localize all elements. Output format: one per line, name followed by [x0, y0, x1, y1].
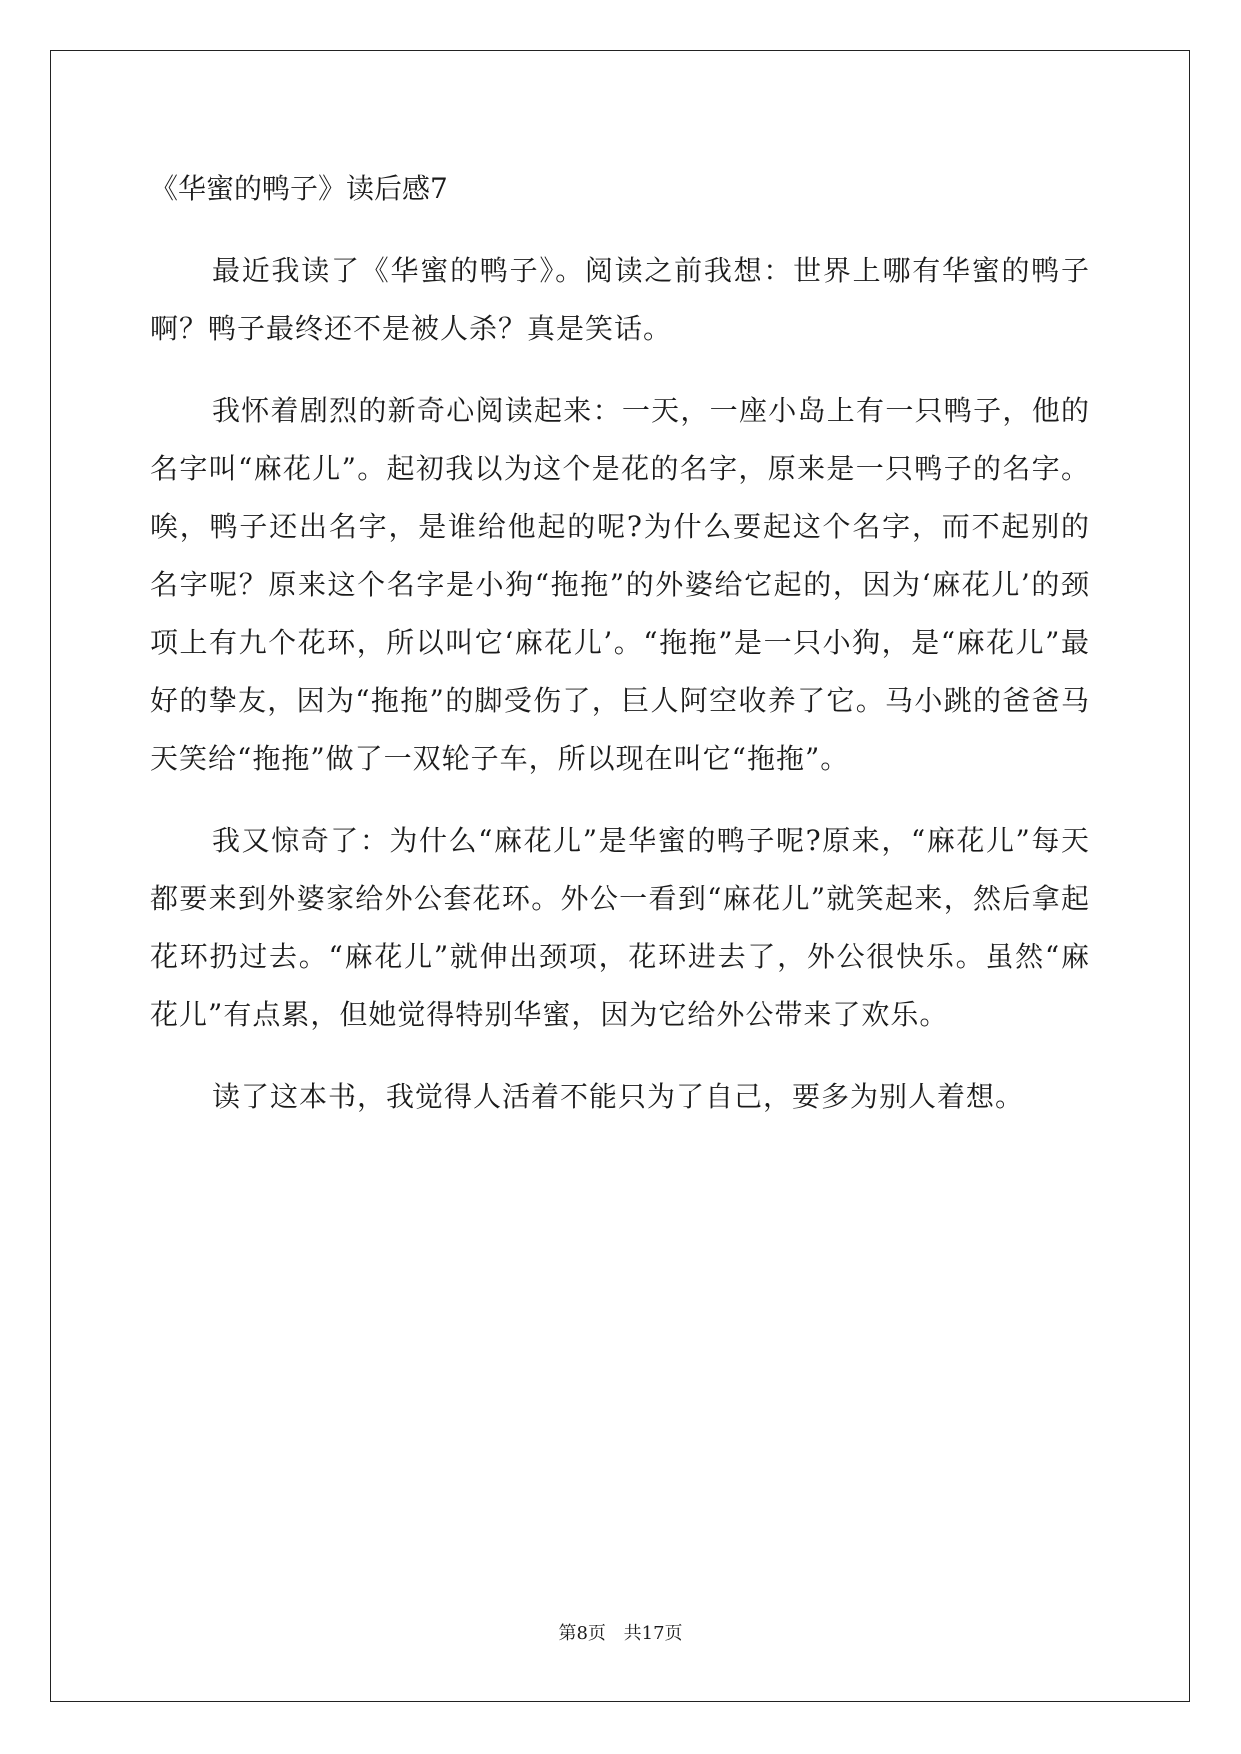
page-footer — [0, 1619, 1241, 1645]
paragraph-3: 我又惊奇了：为什么“麻花儿”是华蜜的鸭子呢?原来，“麻花儿”每天都要来到外婆家给外公套花环。外公一看到“麻花儿”就笑起来，然后拿起花环扔过去。“麻花儿”就伸出颈项，花环进去了，外公很快乐。虽然“麻花儿”有点累，但她觉得特别华蜜，因为它给外公带来了欢乐。 — [150, 824, 1090, 1031]
document-body — [150, 160, 1090, 1150]
page-number-total: 共17页 — [623, 1623, 683, 1644]
paragraph-4: 读了这本书，我觉得人活着不能只为了自己，要多为别人着想。 — [212, 1080, 1025, 1113]
paragraph-1: 最近我读了《华蜜的鸭子》。阅读之前我想：世界上哪有华蜜的鸭子啊？鸭子最终还不是被人杀？真是笑话。 — [150, 254, 1090, 345]
page-number-current: 第8页 — [558, 1623, 606, 1644]
paragraph-2: 我怀着剧烈的新奇心阅读起来：一天，一座小岛上有一只鸭子，他的名字叫“麻花儿”。起初我以为这个是花的名字，原来是一只鸭子的名字。唉，鸭子还出名字，是谁给他起的呢?为什么要起这个名字，而不起别的名字呢？原来这个名字是小狗“拖拖”的外婆给它起的，因为‘麻花儿’的颈项上有九个花环，所以叫它‘麻花儿’。“拖拖”是一只小狗，是“麻花儿”最好的挚友，因为“拖拖”的脚受伤了，巨人阿空收养了它。马小跳的爸爸马天笑给“拖拖”做了一双轮子车，所以现在叫它“拖拖”。 — [150, 394, 1090, 775]
document-title: 《华蜜的鸭子》读后感7 — [150, 172, 448, 205]
